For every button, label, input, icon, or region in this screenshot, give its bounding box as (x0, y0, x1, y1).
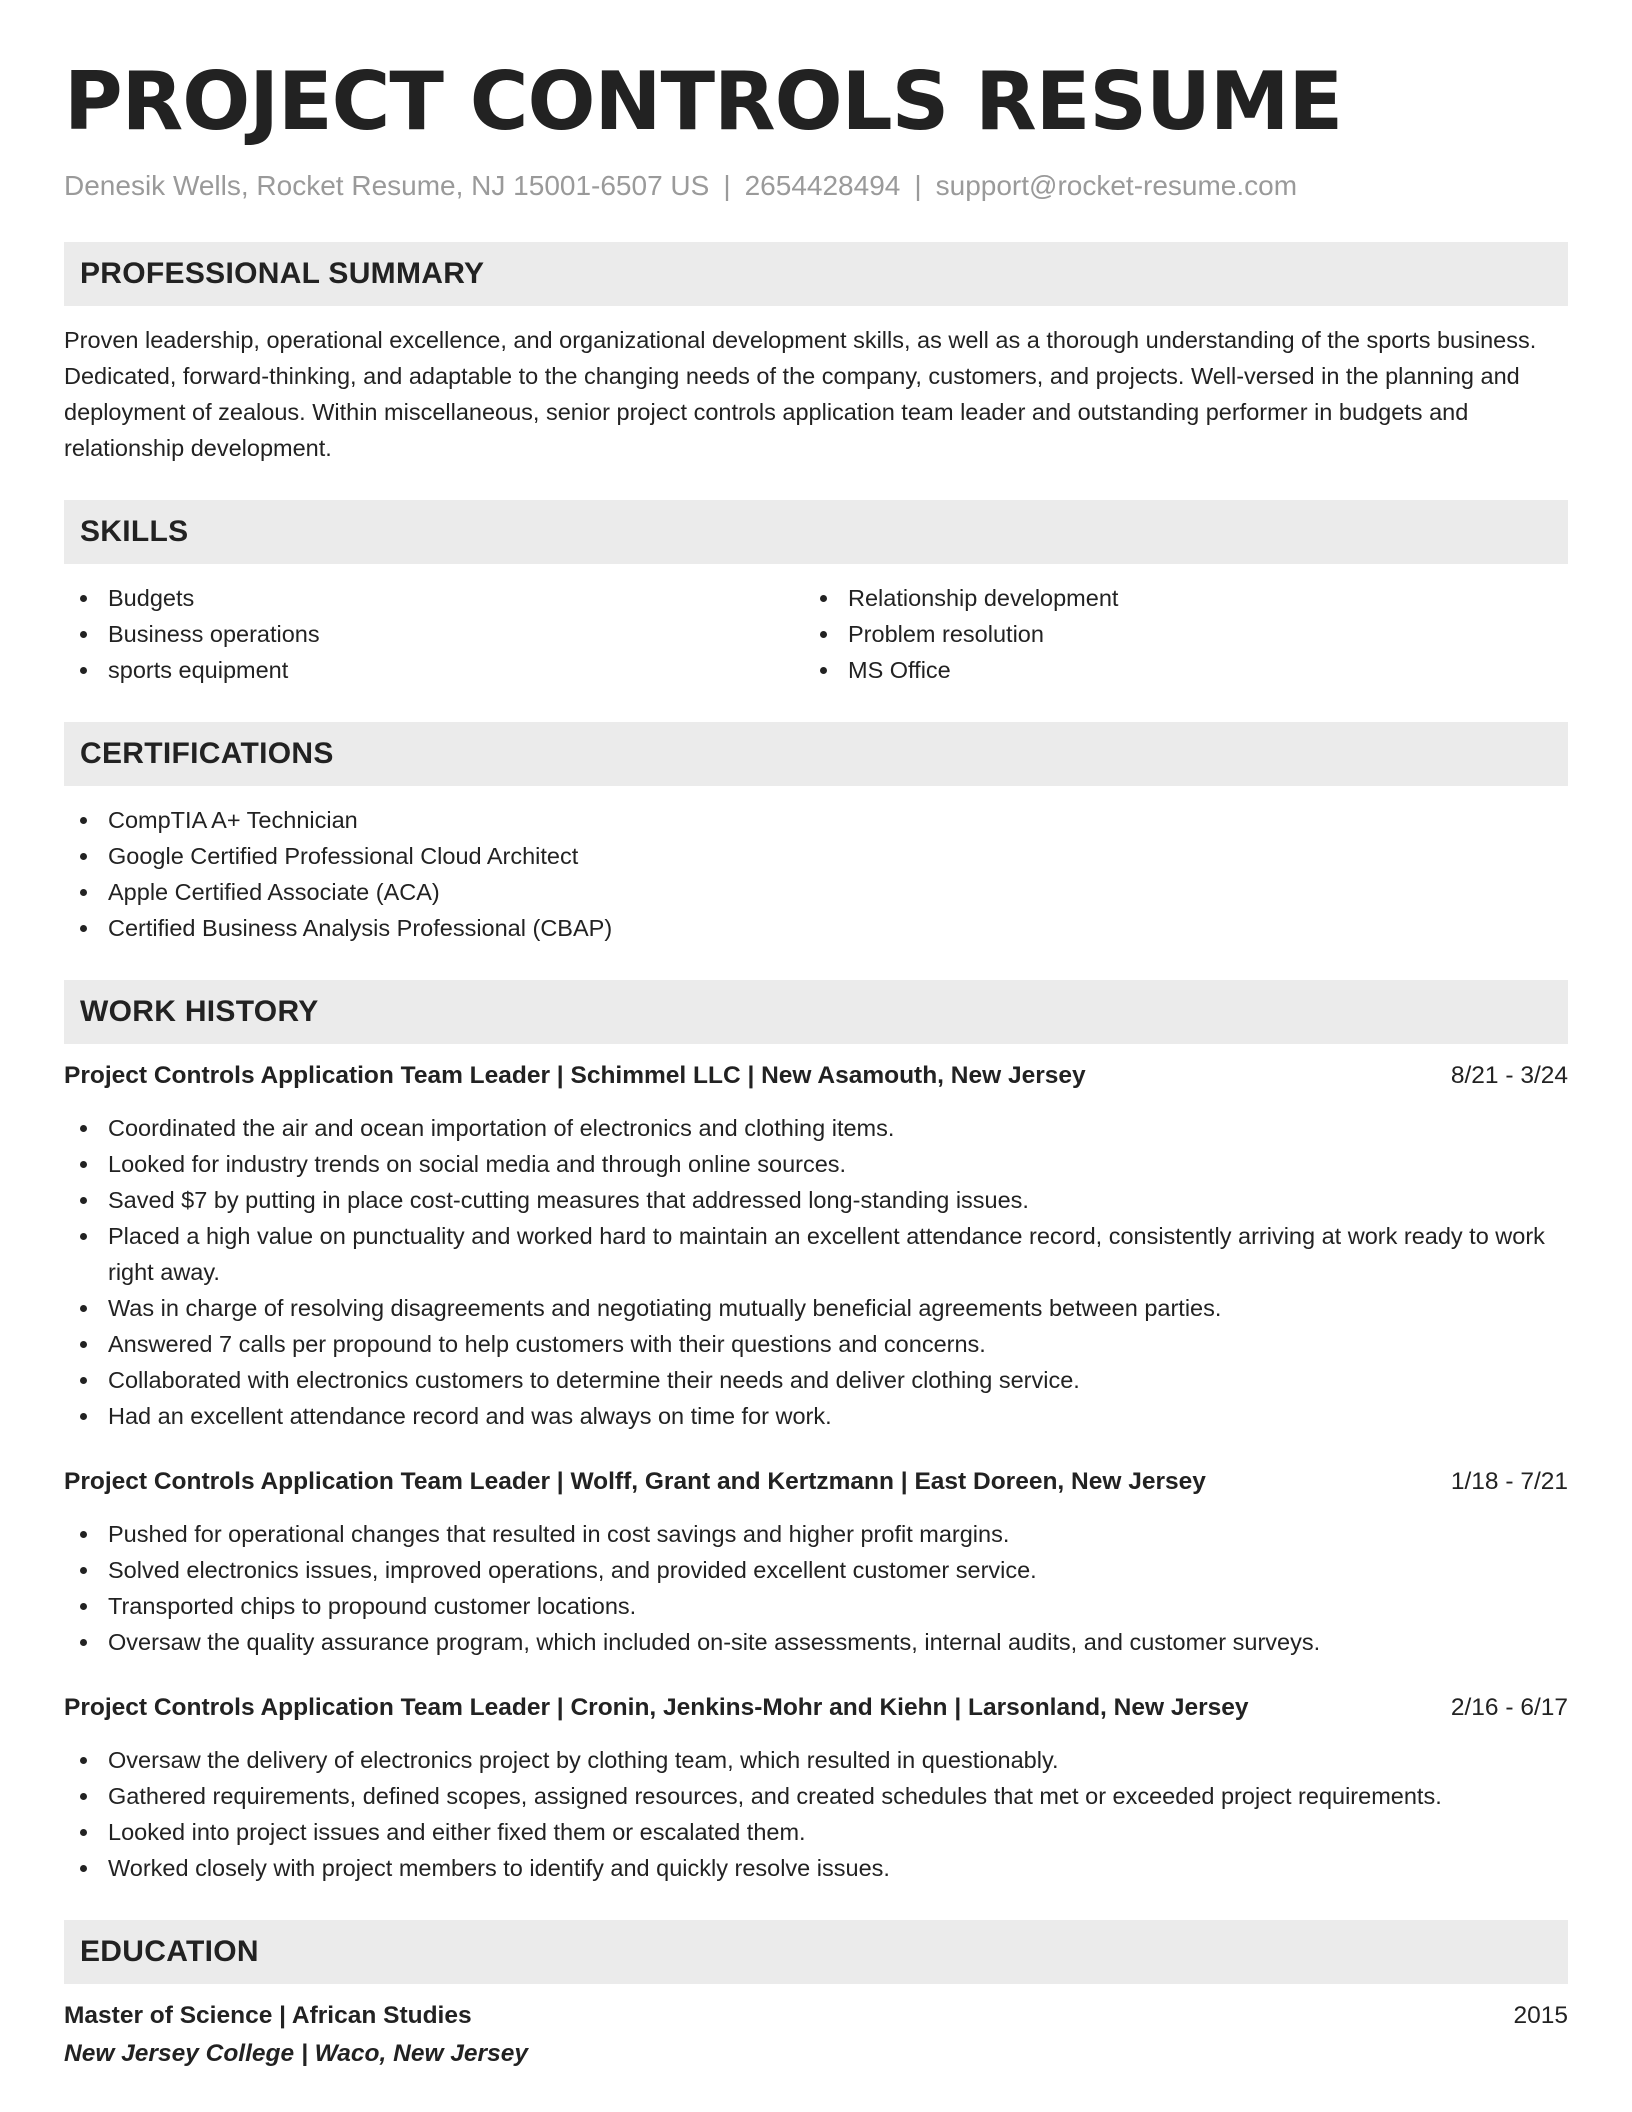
job-entry (64, 1464, 1568, 1660)
job-title: Project Controls Application Team Leader | Wolff, Grant and Kertzmann | East Doreen, New Jersey (64, 1468, 1206, 1495)
job-header (64, 1690, 1568, 1726)
job-bullet: Answered 7 calls per propound to help customers with their questions and concerns. (64, 1326, 1568, 1362)
certification-item: CompTIA A+ Technician (64, 802, 1568, 838)
job-dates: 1/18 - 7/21 (1450, 1468, 1568, 1495)
section-header-certifications (64, 722, 1568, 786)
job-bullet: Looked into project issues and either fixed them or escalated them. (64, 1814, 1568, 1850)
job-bullet: Coordinated the air and ocean importation of electronics and clothing items. (64, 1110, 1568, 1146)
job-dates: 8/21 - 3/24 (1450, 1062, 1568, 1089)
section-heading: PROFESSIONAL SUMMARY (80, 257, 485, 290)
job-bullet: Had an excellent attendance record and was always on time for work. (64, 1398, 1568, 1434)
job-header (64, 1058, 1568, 1094)
summary-text: Proven leadership, operational excellence, and organizational development skills, as well as a thorough understanding of the sports business. Dedicated, forward-thinking, and adaptable to the changing needs of the company, customers, and projects. Well-versed in the planning and deployment of zealous. Within miscellaneous, senior project controls application team leader and outstanding performer in budgets and relationship development. (64, 327, 1537, 461)
job-bullets (64, 1742, 1568, 1886)
education-entry (64, 1998, 1568, 2072)
job-title: Project Controls Application Team Leader | Cronin, Jenkins-Mohr and Kiehn | Larsonland, New Jersey (64, 1694, 1249, 1721)
resume-title: PROJECT CONTROLS RESUME (64, 55, 1343, 148)
skill-item: Relationship development (804, 580, 1568, 616)
skill-item: Business operations (64, 616, 804, 652)
job-bullet: Oversaw the delivery of electronics project by clothing team, which resulted in questionably. (64, 1742, 1568, 1778)
contact-line (64, 168, 1568, 204)
skill-item: MS Office (804, 652, 1568, 688)
section-header-education (64, 1920, 1568, 1984)
education-degree: Master of Science | African Studies (64, 2002, 472, 2029)
skills-list-left (64, 580, 804, 688)
job-bullet: Gathered requirements, defined scopes, assigned resources, and created schedules that met or exceeded project requirements. (64, 1778, 1568, 1814)
contact-address: Denesik Wells, Rocket Resume, NJ 15001-6507 US (64, 170, 710, 201)
job-bullet: Collaborated with electronics customers to determine their needs and deliver clothing service. (64, 1362, 1568, 1398)
job-bullet: Looked for industry trends on social media and through online sources. (64, 1146, 1568, 1182)
job-bullet: Was in charge of resolving disagreements and negotiating mutually beneficial agreements between parties. (64, 1290, 1568, 1326)
education-header (64, 1998, 1568, 2034)
certification-item: Google Certified Professional Cloud Architect (64, 838, 1568, 874)
job-bullet: Transported chips to propound customer locations. (64, 1588, 1568, 1624)
section-header-work-history (64, 980, 1568, 1044)
job-entry (64, 1058, 1568, 1434)
job-header (64, 1464, 1568, 1500)
contact-email: support@rocket-resume.com (935, 170, 1298, 201)
skill-item: Problem resolution (804, 616, 1568, 652)
job-bullet: Pushed for operational changes that resulted in cost savings and higher profit margins. (64, 1516, 1568, 1552)
education-school: New Jersey College | Waco, New Jersey (64, 2040, 528, 2067)
section-heading: EDUCATION (80, 1935, 259, 1968)
skills-list-right (804, 580, 1568, 688)
certification-item: Apple Certified Associate (ACA) (64, 874, 1568, 910)
section-header-summary (64, 242, 1568, 306)
certifications-list (64, 802, 1568, 946)
skill-item: Budgets (64, 580, 804, 616)
job-dates: 2/16 - 6/17 (1450, 1694, 1568, 1721)
job-title: Project Controls Application Team Leader | Schimmel LLC | New Asamouth, New Jersey (64, 1062, 1086, 1089)
education-year: 2015 (1513, 2002, 1568, 2029)
certification-item: Certified Business Analysis Professional (CBAP) (64, 910, 1568, 946)
job-bullets (64, 1516, 1568, 1660)
job-bullets (64, 1110, 1568, 1434)
contact-separator: | (723, 170, 731, 201)
job-bullet: Oversaw the quality assurance program, which included on-site assessments, internal audits, and customer surveys. (64, 1624, 1568, 1660)
job-entry (64, 1690, 1568, 1886)
section-heading: SKILLS (80, 515, 189, 548)
job-bullet: Placed a high value on punctuality and worked hard to maintain an excellent attendance record, consistently arriving at work ready to work right away. (64, 1218, 1568, 1290)
skills-grid (64, 580, 1568, 688)
job-bullet: Worked closely with project members to identify and quickly resolve issues. (64, 1850, 1568, 1886)
contact-phone: 2654428494 (744, 170, 901, 201)
section-heading: CERTIFICATIONS (80, 737, 334, 770)
job-bullet: Solved electronics issues, improved operations, and provided excellent customer service. (64, 1552, 1568, 1588)
contact-separator: | (914, 170, 922, 201)
job-bullet: Saved $7 by putting in place cost-cutting measures that addressed long-standing issues. (64, 1182, 1568, 1218)
section-header-skills (64, 500, 1568, 564)
section-heading: WORK HISTORY (80, 995, 319, 1028)
skill-item: sports equipment (64, 652, 804, 688)
